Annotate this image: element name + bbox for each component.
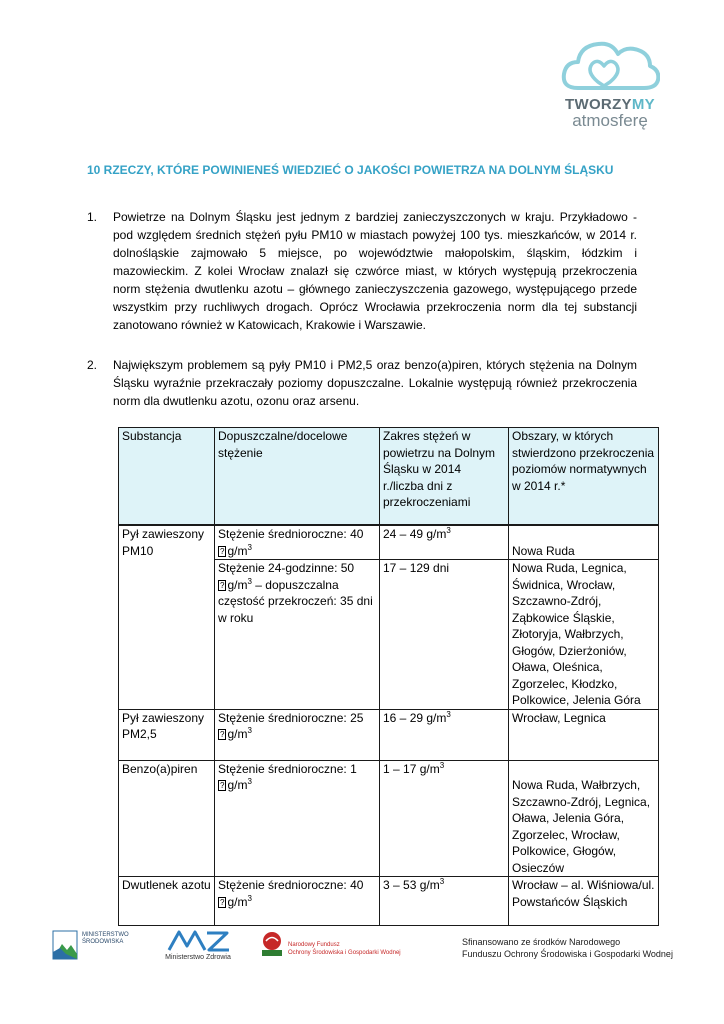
header-norm: Dopuszczalne/docelowe stężenie: [215, 428, 380, 526]
table-row: [119, 760, 659, 877]
header-range: Zakres stężeń w powietrzu na Dolnym Śląsku w 2014 r./liczba dni z przekroczeniami: [380, 428, 509, 526]
mz-label: Ministerstwo Zdrowia: [165, 954, 231, 961]
air-quality-table: [118, 427, 659, 926]
cell-norm: Stężenie średnioroczne: 1 ? $g/m^3$: [215, 760, 380, 877]
cell-range: 24 – 49 $g/m^3$: [380, 525, 509, 560]
cloud-heart-icon: [560, 36, 660, 94]
nf-label-2: Ochrony Środowiska i Gospodarki Wodnej: [288, 950, 401, 956]
cell-substance: Dwutlenek azotu: [119, 877, 215, 926]
list-item-text: Powietrze na Dolnym Śląsku jest jednym z bardziej zanieczyszczonych w kraju. Przykładowo - pod względem średnich stężeń pyłu PM10 w miastach powyżej 100 tys. mieszkańców, w 2014 r. dolnośląskie zajmowało 5 miejsce, po województwie małopolskim, śląskim, łódzkim i mazowieckim. Z kolei Wrocław znalazł się czwórce miast, w których występują przekroczenia norm stężenia dwutlenku azotu – głównego zanieczyszczenia gazowego, występującego przede wszystkim przy ruchliwych drogach. Oprócz Wrocławia przekroczenia norm dla tej substancji zanotowano również w Katowicach, Krakowie i Warszawie.: [113, 210, 637, 332]
tworzymy-atmosfere-logo: [560, 36, 660, 138]
list-item-text: Największym problemem są pyły PM10 i PM2,5 oraz benzo(a)piren, których stężenia na Dolnym Śląsku wyraźnie przekraczały poziomy dopuszczalne. Lokalnie występują również przekroczenia norm dla dwutlenku azotu, ozonu oraz arsenu.: [113, 358, 637, 408]
funding-note: [462, 936, 673, 960]
ms-label-1: MINISTERSTWO: [82, 932, 129, 938]
cell-areas: Wrocław, Legnica: [509, 709, 659, 760]
funding-line-2: Funduszu Ochrony Środowiska i Gospodarki Wodnej: [462, 949, 673, 959]
cell-norm: Stężenie 24-godzinne: 50 ? $g/m^3$ – dopuszczalna częstość przekroczeń: 35 dni w roku: [215, 560, 380, 710]
list-item: [87, 208, 637, 334]
nf-label-1: Narodowy Fundusz: [288, 942, 340, 948]
cell-norm: Stężenie średnioroczne: 40 ? $g/m^3$: [215, 877, 380, 926]
list-item: [87, 356, 637, 410]
mountain-flag-icon: [52, 930, 78, 960]
cell-range: 17 – 129 dni: [380, 560, 509, 710]
cell-areas: Nowa Ruda, Legnica, Świdnica, Wrocław, Szczawno-Zdrój, Ząbkowice Śląskie, Złotoryja, Wałbrzych, Głogów, Dzierżoniów, Oława, Oleśnica, Zgorzelec, Kłodzko, Polkowice, Jelenia Góra: [509, 560, 659, 710]
ms-label-2: ŚRODOWISKA: [82, 939, 124, 945]
logo-line-2: atmosferę: [572, 111, 648, 130]
header-substance: Substancja: [119, 428, 215, 526]
cell-range: 3 – 53 $g/m^3$: [380, 877, 509, 926]
cell-range: 16 – 29 $g/m^3$: [380, 709, 509, 760]
cell-areas: Nowa Ruda, Wałbrzych, Szczawno-Zdrój, Legnica, Oława, Jelenia Góra, Zgorzelec, Wrocław, Polkowice, Głogów, Osieczów: [509, 760, 659, 877]
cell-norm: Stężenie średnioroczne: 25 ? $g/m^3$: [215, 709, 380, 760]
cell-substance: Benzo(a)piren: [119, 760, 215, 877]
nfosigw-logo: [260, 928, 410, 964]
header-areas: Obszary, w których stwierdzono przekroczenia poziomów normatywnych w 2014 r.*: [509, 428, 659, 526]
table-header-row: [119, 428, 659, 526]
cell-substance: Pył zawieszony PM10: [119, 525, 215, 709]
list-item-number: 1.: [87, 210, 98, 224]
list-item-number: 2.: [87, 358, 98, 372]
ministerstwo-srodowiska-logo: [52, 928, 162, 962]
cell-areas: Nowa Ruda: [509, 525, 659, 560]
funding-line-1: Sfinansowano ze środków Narodowego: [462, 937, 621, 947]
nfosigw-emblem-icon: [260, 930, 284, 958]
cell-norm: Stężenie średnioroczne: 40 ? $g/m^3$: [215, 525, 380, 560]
table-row: [119, 709, 659, 760]
cell-areas: Wrocław – al. Wiśniowa/ul. Powstańców Śląskich: [509, 877, 659, 926]
logo-line-1: TWORZYMY: [565, 96, 655, 113]
table-row: [119, 877, 659, 926]
table-row: [119, 525, 659, 560]
ministerstwo-zdrowia-logo: [158, 928, 238, 964]
cell-range: 1 – 17 $g/m^3$: [380, 760, 509, 877]
document-title: 10 RZECZY, KTÓRE POWINIENEŚ WIEDZIEĆ O JAKOŚCI POWIETRZA NA DOLNYM ŚLĄSKU: [87, 163, 614, 177]
cell-substance: Pył zawieszony PM2,5: [119, 709, 215, 760]
mz-monogram-icon: [165, 928, 231, 954]
